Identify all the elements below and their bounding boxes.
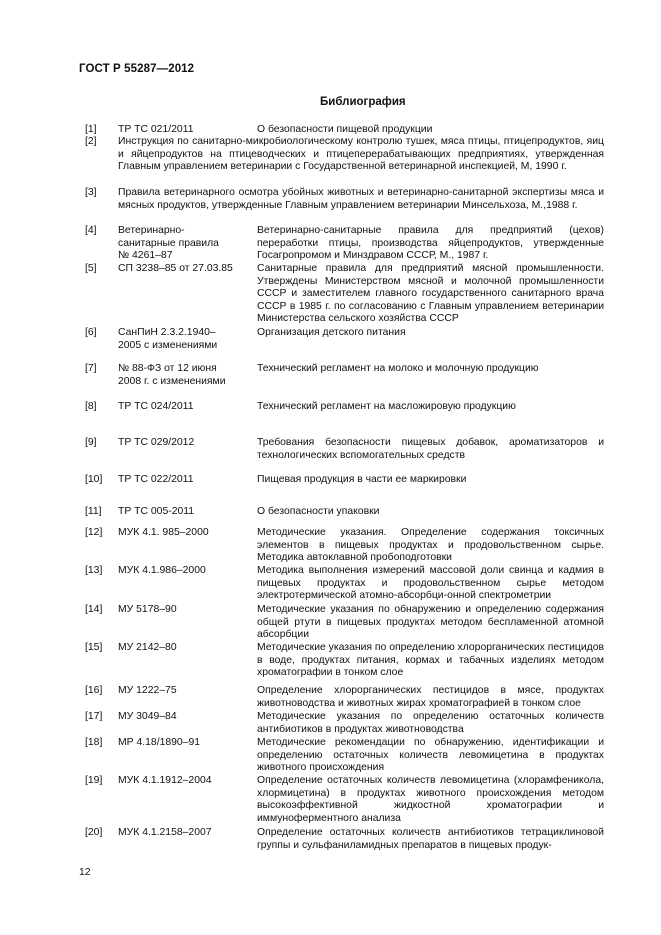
entry-code: СП 3238–85 от 27.03.85 [118, 263, 233, 274]
entry-description: Ветеринарно-санитарные правила для предприятий (цехов) переработки птицы, производства яйцепродуктов, утвержденные Госагропромом и Минздравом СССР, М., 1987 г. [257, 225, 604, 262]
entry-code: МУК 4.1.986–2000 [118, 565, 206, 576]
entry-number: [18] [85, 737, 103, 748]
entry-description: Санитарные правила для предприятий мясной промышленности. Утверждены Министерством мясной и молочной промышленности СССР и заместителем главного государственного санитарного врача СССР в 1985 г. по согласованию с Главным управлением ветеринарии Министерства сельского хозяйства СССР [257, 263, 604, 325]
entry-description: Определение остаточных количеств левомицетина (хлорамфеникола, хлормицетина) в продуктах животного происхождения методом высокоэффективной жидкостной хроматографии и иммуноферментного анализа [257, 775, 604, 824]
entry-description: Инструкция по санитарно-микробиологическому контролю тушек, мяса птицы, птицепродуктов, яиц и яйцепродуктов на птицеводческих и птицеперерабатывающих предприятиях, утвержденная Главным управлением ветеринарии с Государственной ветеринарной инспекцией, М, 1990 г. [118, 136, 604, 173]
entry-number: [2] [85, 136, 97, 147]
entry-description: Требования безопасности пищевых добавок, ароматизаторов и технологических вспомогательных средств [257, 437, 604, 461]
entry-description: О безопасности упаковки [257, 506, 380, 517]
entry-code: ТР ТС 022/2011 [118, 474, 194, 485]
entry-description: Методические указания. Определение содержания токсичных элементов в пищевых продуктах и продовольственном сырье. Методика автоклавной пробоподготовки [257, 527, 604, 564]
entry-number: [10] [85, 474, 103, 485]
entry-description: Технический регламент на масложировую продукцию [257, 401, 516, 412]
entry-number: [19] [85, 775, 103, 786]
entry-code: МУ 2142–80 [118, 642, 177, 653]
entry-number: [13] [85, 565, 103, 576]
entry-description: Методика выполнения измерений массовой доли свинца и кадмия в пищевых продуктах и продовольственном сырье методом электротермической атомно-абсорбци-онной спектрометрии [257, 565, 604, 602]
entry-number: [4] [85, 225, 97, 236]
entry-number: [7] [85, 363, 97, 374]
entry-code: ТР ТС 005-2011 [118, 506, 195, 517]
entry-code: МР 4.18/1890–91 [118, 737, 201, 748]
entry-description: Методические указания по определению остаточных количеств антибиотиков в продуктах животноводства [257, 711, 604, 735]
entry-number: [3] [85, 187, 97, 198]
entry-description: Технический регламент на молоко и молочную продукцию [257, 363, 539, 374]
entry-code: Ветеринарно-санитарные правила № 4261–87 [118, 225, 219, 262]
entry-description: Определение хлорорганических пестицидов в мясе, продуктах животноводства и животных жирах хроматографией в тонком слое [257, 685, 604, 709]
section-title: Библиография [320, 96, 406, 108]
entry-number: [16] [85, 685, 103, 696]
entry-number: [1] [85, 124, 97, 135]
entry-number: [5] [85, 263, 97, 274]
entry-description: О безопасности пищевой продукции [257, 124, 433, 135]
entry-description: Методические указания по определению хлорорганических пестицидов в воде, продуктах питания, кормах и табачных изделиях методом хроматографии в тонком слое [257, 642, 604, 679]
entry-number: [17] [85, 711, 103, 722]
entry-number: [11] [85, 506, 102, 517]
page-number: 12 [79, 867, 91, 878]
entry-number: [9] [85, 437, 97, 448]
entry-description: Правила ветеринарного осмотра убойных животных и ветеринарно-санитарной экспертизы мяса и мясных продуктов, утвержденные Главным управлением ветеринарии Минсельхоза, М.,1988 г. [118, 187, 604, 211]
entry-code: № 88-ФЗ от 12 июня 2008 г. с изменениями [118, 363, 226, 387]
entry-number: [12] [85, 527, 103, 538]
entry-code: МУ 5178–90 [118, 604, 177, 615]
entry-number: [14] [85, 604, 103, 615]
entry-code: МУ 1222–75 [118, 685, 177, 696]
entry-number: [8] [85, 401, 97, 412]
entry-number: [6] [85, 327, 97, 338]
document-header: ГОСТ Р 55287—2012 [79, 63, 195, 75]
entry-code: ТР ТС 029/2012 [118, 437, 195, 448]
entry-code: МУК 4.1.1912–2004 [118, 775, 212, 786]
entry-code: ТР ТС 024/2011 [118, 401, 194, 412]
entry-description: Определение остаточных количеств антибиотиков тетрациклиновой группы и сульфаниламидных препаратов в пищевых продук- [257, 827, 604, 851]
entry-code: ТР ТС 021/2011 [118, 124, 194, 135]
entry-number: [20] [85, 827, 103, 838]
entry-code: МУ 3049–84 [118, 711, 177, 722]
entry-description: Методические указания по обнаружению и определению содержания общей ртути в пищевых продуктах методом беспламенной атомной абсорбции [257, 604, 604, 641]
entry-number: [15] [85, 642, 103, 653]
entry-code: МУК 4.1. 985–2000 [118, 527, 209, 538]
entry-code: МУК 4.1.2158–2007 [118, 827, 212, 838]
entry-code: СанПиН 2.3.2.1940–2005 с изменениями [118, 327, 218, 351]
entry-description: Организация детского питания [257, 327, 406, 338]
entry-description: Методические рекомендации по обнаружению, идентификации и определению остаточных количеств левомицетина в продуктах животного происхождения [257, 737, 604, 774]
entry-description: Пищевая продукция в части ее маркировки [257, 474, 467, 485]
